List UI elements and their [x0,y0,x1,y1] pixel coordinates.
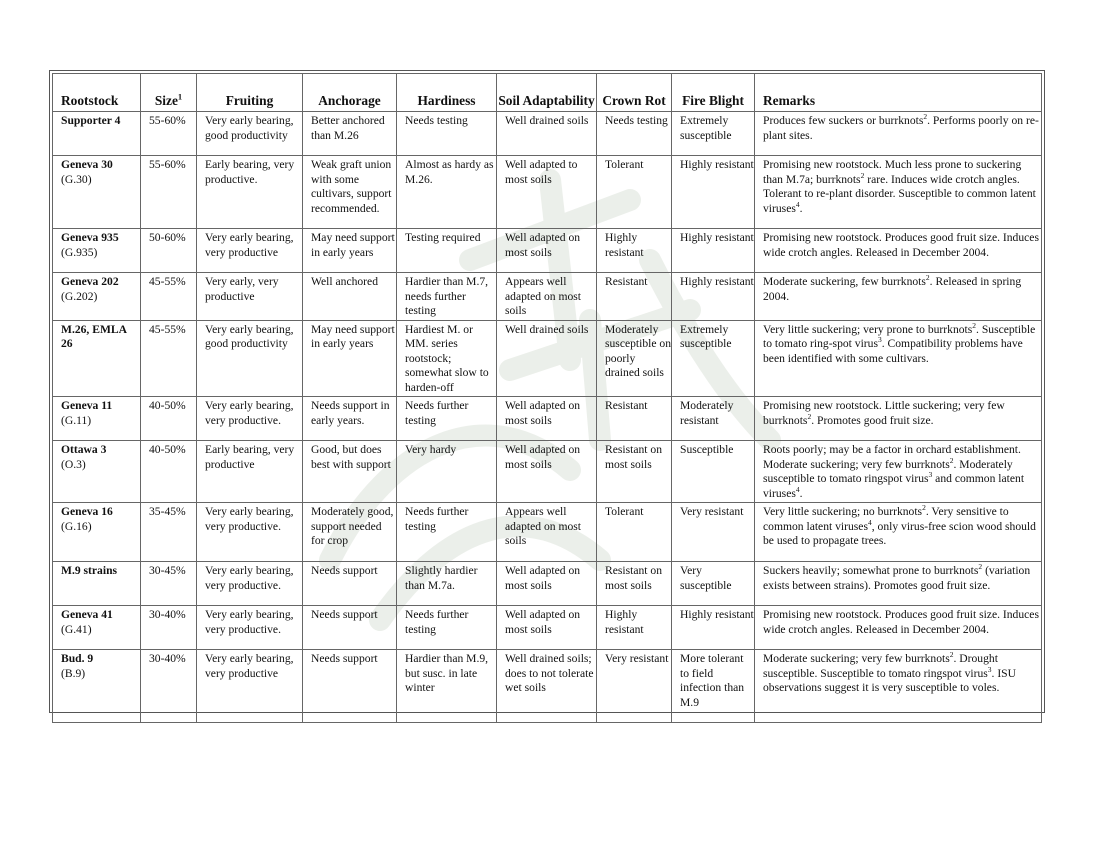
footnote-ref: 2 [978,562,983,572]
anchorage-cell: Moderately good, support needed for crop [303,503,397,562]
soil-adaptability-cell: Well adapted on most soils [497,397,597,441]
remarks-text: Promising new rootstock. Produces good fruit size. Induces wide crotch angles. Released in December 2004. [763,608,1039,636]
size-cell: 40-50% [141,441,197,503]
remarks-text: rare. Induces wide crotch angles. Tolerant to re-plant disorder. Susceptible to common latent viruses [763,172,1036,215]
anchorage-cell: Better anchored than M.26 [303,112,397,156]
header-hardiness: Hardiness [397,74,497,112]
fruiting-cell: Early bearing, very productive [197,441,303,503]
rootstock-code: (G.30) [61,172,92,186]
fruiting-cell: Very early bearing, very productive. [197,503,303,562]
size-cell: 30-45% [141,562,197,606]
remarks-cell [755,156,1042,229]
remarks-text: , only virus-free scion wood should be used to propagate trees. [763,519,1036,547]
size-cell: 35-45% [141,503,197,562]
fire-blight-cell: Very resistant [672,503,755,562]
soil-adaptability-cell: Well adapted on most soils [497,562,597,606]
rootstock-cell [53,320,141,397]
fruiting-cell: Very early bearing, good productivity [197,320,303,397]
size-cell: 55-60% [141,112,197,156]
crown-rot-cell: Resistant [597,273,672,321]
fruiting-cell: Very early bearing, good productivity [197,112,303,156]
hardiness-cell: Almost as hardy as M.26. [397,156,497,229]
crown-rot-cell: Resistant [597,397,672,441]
table-row [53,397,1042,441]
crown-rot-cell: Highly resistant [597,229,672,273]
remarks-text: Very little suckering; very prone to burrknots [763,322,973,336]
footnote-ref: 2 [949,455,954,465]
header-row [53,74,1042,112]
crown-rot-cell: Highly resistant [597,606,672,650]
footnote-ref: 2 [807,411,812,421]
remarks-cell [755,229,1042,273]
footnote-ref: 4 [795,484,800,494]
header-fruiting: Fruiting [197,74,303,112]
size-cell: 50-60% [141,229,197,273]
anchorage-cell: Needs support [303,562,397,606]
remarks-text: Promising new rootstock. Produces good fruit size. Induces wide crotch angles. Released in December 2004. [763,231,1039,259]
remarks-text: Very little suckering; no burrknots [763,505,923,518]
fire-blight-cell: Moderately resistant [672,397,755,441]
remarks-text: Suckers heavily; somewhat prone to burrknots [763,564,979,577]
hardiness-cell: Needs testing [397,112,497,156]
remarks-text: Promising new rootstock. Little suckering; very few burrknots [763,399,1005,427]
fire-blight-cell: Very susceptible [672,562,755,606]
footnote-ref: 2 [922,503,926,513]
header-anchorage: Anchorage [303,74,397,112]
rootstock-cell [53,112,141,156]
remarks-text: Promising new rootstock. Much less prone to suckering than M.7a; burrknots [763,158,1022,186]
hardiness-cell: Needs further testing [397,503,497,562]
remarks-text: . Very sensitive to common latent viruses [763,505,1009,533]
fruiting-cell: Very early, very productive [197,273,303,321]
remarks-cell [755,112,1042,156]
remarks-cell [755,320,1042,397]
header-crown-rot: Crown Rot [597,74,672,112]
rootstock-name: M.26, EMLA 26 [61,322,127,350]
table-row [53,606,1042,650]
soil-adaptability-cell: Well adapted to most soils [497,156,597,229]
remarks-text: Roots poorly; may be a factor in orchard establishment. Moderate suckering; very few burrknots [763,443,1021,471]
size-cell: 45-55% [141,320,197,397]
table-row [53,562,1042,606]
rootstock-code: (B.9) [61,666,86,680]
crown-rot-cell: Needs testing [597,112,672,156]
rootstock-name: Geneva 30 [61,158,113,171]
fruiting-cell: Very early bearing, very productive. [197,562,303,606]
rootstock-name: Geneva 935 [61,231,119,244]
table-row [53,503,1042,562]
remarks-text: . ISU observations suggest it is very susceptible to voles. [763,666,1016,694]
rootstock-code: (G.202) [61,289,98,303]
footnote-ref: 3 [928,470,933,480]
soil-adaptability-cell: Well adapted on most soils [497,441,597,503]
size-cell: 40-50% [141,397,197,441]
rootstock-name: Geneva 202 [61,275,119,288]
rootstock-cell [53,229,141,273]
soil-adaptability-cell: Well drained soils; does to not tolerate wet soils [497,650,597,723]
fruiting-cell: Very early bearing, very productive. [197,606,303,650]
header-rootstock: Rootstock [53,74,141,112]
anchorage-cell: Needs support in early years. [303,397,397,441]
footnote-ref: 2 [860,170,865,180]
rootstock-code: (O.3) [61,457,86,471]
rootstock-cell [53,503,141,562]
fire-blight-cell: More tolerant to field infection than M.9 [672,650,755,723]
remarks-text: . Susceptible to tomato ring-spot virus [763,322,1036,350]
anchorage-cell: May need support in early years [303,229,397,273]
remarks-cell [755,650,1042,723]
footnote-ref: 2 [923,112,928,122]
size-cell: 30-40% [141,606,197,650]
remarks-cell [755,503,1042,562]
table-row [53,273,1042,321]
remarks-text: . Performs poorly on re-plant sites. [763,114,1039,142]
size-cell: 30-40% [141,650,197,723]
fire-blight-cell: Highly resistant [672,606,755,650]
fire-blight-cell: Extremely susceptible [672,320,755,397]
hardiness-cell: Slightly hardier than M.7a. [397,562,497,606]
rootstock-cell [53,397,141,441]
fruiting-cell: Very early bearing, very productive. [197,397,303,441]
rootstock-code: (G.11) [61,413,92,427]
soil-adaptability-cell: Well drained soils [497,320,597,397]
fruiting-cell: Very early bearing, very productive [197,650,303,723]
hardiness-cell: Testing required [397,229,497,273]
rootstock-cell [53,441,141,503]
rootstock-code: (G.41) [61,622,92,636]
crown-rot-cell: Moderately susceptible on poorly drained soils [597,320,672,397]
hardiness-cell: Hardier than M.7, needs further testing [397,273,497,321]
remarks-text: . Drought susceptible. Susceptible to tomato ringspot virus [763,652,998,680]
anchorage-cell: Good, but does best with support [303,441,397,503]
crown-rot-cell: Very resistant [597,650,672,723]
footnote-ref: 3 [987,664,992,674]
rootstock-cell [53,606,141,650]
remarks-text: . Moderately susceptible to tomato ringspot virus [763,457,1013,485]
header-size: Size$^1$ [141,74,197,112]
crown-rot-cell: Tolerant [597,503,672,562]
soil-adaptability-cell: Appears well adapted on most soils [497,503,597,562]
fruiting-cell: Very early bearing, very productive [197,229,303,273]
footnote-ref: 4 [795,199,800,209]
rootstock-name: Supporter 4 [61,114,121,127]
fire-blight-cell: Susceptible [672,441,755,503]
hardiness-cell: Very hardy [397,441,497,503]
rootstock-cell [53,273,141,321]
remarks-text: . [799,486,803,500]
hardiness-cell: Needs further testing [397,397,497,441]
footnote-ref: 3 [877,335,882,345]
rootstock-cell [53,156,141,229]
rootstock-name: Bud. 9 [61,652,94,665]
remarks-text: . Released in spring 2004. [763,275,1022,303]
remarks-text: Moderate suckering; very few burrknots [763,652,950,665]
rootstock-code: (G.16) [61,519,92,533]
remarks-text: Produces few suckers or burrknots [763,114,924,127]
table-row [53,112,1042,156]
rootstock-code: (G.935) [61,245,98,259]
soil-adaptability-cell: Well adapted on most soils [497,606,597,650]
rootstock-name: Geneva 41 [61,608,113,621]
table-row [53,650,1042,723]
table-row [53,156,1042,229]
remarks-cell [755,606,1042,650]
rootstock-comparison-table [52,73,1042,723]
remarks-text: (variation exists between strains). Promotes good fruit size. [763,564,1031,592]
remarks-cell [755,441,1042,503]
remarks-cell [755,273,1042,321]
header-remarks: Remarks [755,74,1042,112]
soil-adaptability-cell: Well drained soils [497,112,597,156]
hardiness-cell: Hardier than M.9, but susc. in late winter [397,650,497,723]
remarks-cell [755,562,1042,606]
rootstock-name: M.9 strains [61,564,118,577]
hardiness-cell: Hardiest M. or MM. series rootstock; somewhat slow to harden-off [397,320,497,397]
fire-blight-cell: Highly resistant [672,273,755,321]
crown-rot-cell: Resistant on most soils [597,562,672,606]
rootstock-cell [53,562,141,606]
soil-adaptability-cell: Appears well adapted on most soils [497,273,597,321]
fire-blight-cell: Highly resistant [672,156,755,229]
rootstock-name: Geneva 16 [61,505,113,518]
hardiness-cell: Needs further testing [397,606,497,650]
header-soil-adaptability: Soil Adaptability [497,74,597,112]
anchorage-cell: Weak graft union with some cultivars, support recommended. [303,156,397,229]
anchorage-cell: Needs support [303,606,397,650]
header-fire-blight: Fire Blight [672,74,755,112]
footnote-ref: 2 [949,650,954,660]
rootstock-name: Geneva 11 [61,399,113,412]
crown-rot-cell: Resistant on most soils [597,441,672,503]
table-row [53,441,1042,503]
fire-blight-cell: Extremely susceptible [672,112,755,156]
footnote-ref: 2 [972,320,977,330]
fruiting-cell: Early bearing, very productive. [197,156,303,229]
crown-rot-cell: Tolerant [597,156,672,229]
rootstock-name: Ottawa 3 [61,443,107,456]
anchorage-cell: May need support in early years [303,320,397,397]
remarks-text: . Promotes good fruit size. [811,413,934,427]
remarks-text: . [799,201,803,215]
size-cell: 45-55% [141,273,197,321]
remarks-text: Moderate suckering, few burrknots [763,275,926,288]
fire-blight-cell: Highly resistant [672,229,755,273]
remarks-cell [755,397,1042,441]
table-row [53,320,1042,397]
soil-adaptability-cell: Well adapted on most soils [497,229,597,273]
footnote-ref: 4 [867,517,872,527]
remarks-text: and common latent viruses [763,472,1025,500]
table-row [53,229,1042,273]
remarks-text: . Compatibility problems have been identified with some cultivars. [763,337,1023,365]
size-cell: 55-60% [141,156,197,229]
footnote-ref: 2 [925,273,930,283]
anchorage-cell: Needs support [303,650,397,723]
anchorage-cell: Well anchored [303,273,397,321]
rootstock-cell [53,650,141,723]
table-frame [49,70,1045,713]
